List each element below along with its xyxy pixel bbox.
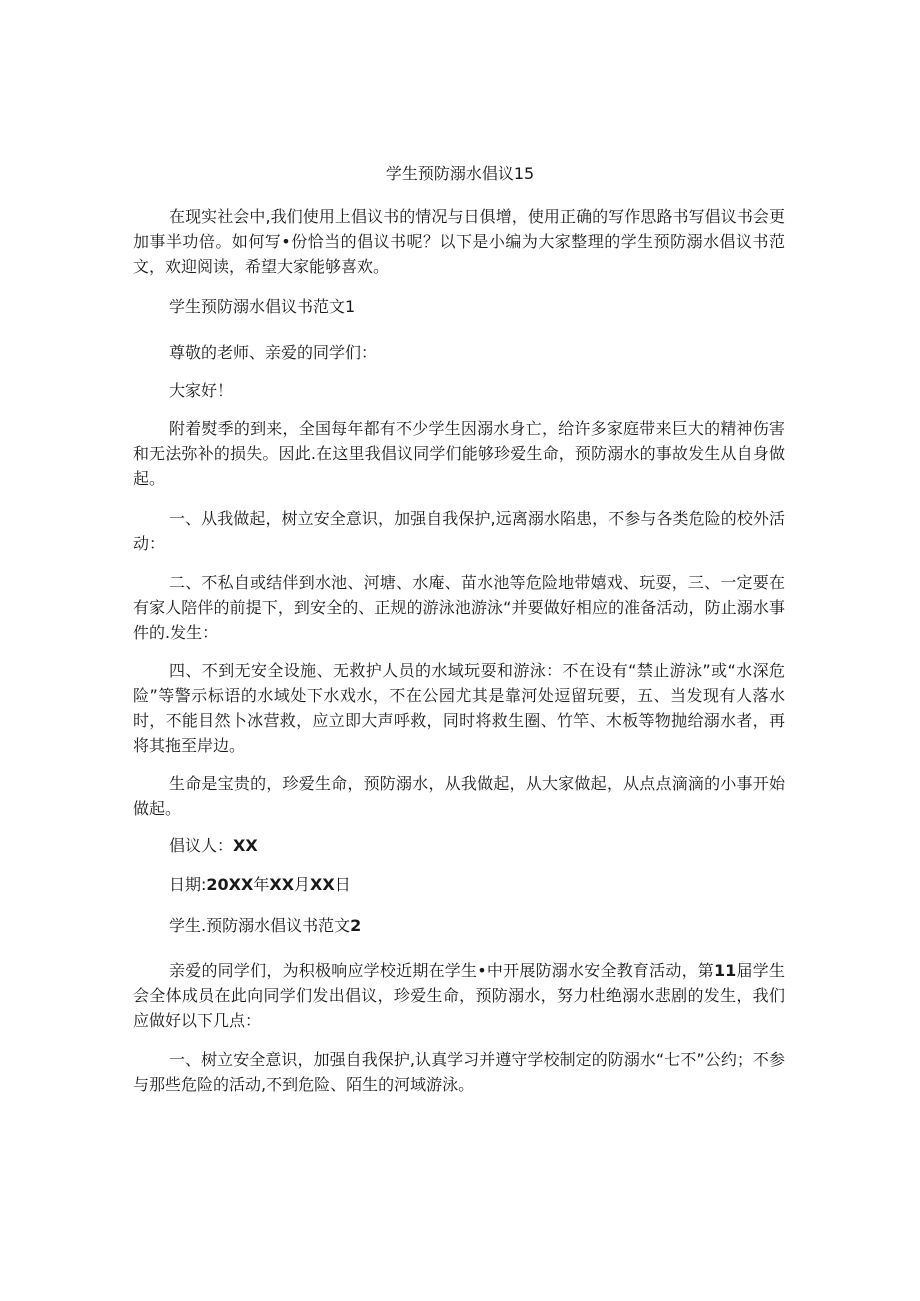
date-day-unit: 日 bbox=[334, 875, 351, 894]
date-line bbox=[133, 872, 785, 897]
sample2-paragraph-1-a: 亲爱的同学们，为积极响应学校近期在学生•中开展防溺水安全教育活动，第 bbox=[169, 961, 715, 980]
date-year-unit: 年 bbox=[253, 875, 270, 894]
document-title: 学生预防溺水倡议15 bbox=[385, 164, 535, 183]
sample2-heading-text: 学生.预防溺水倡议书范文 bbox=[169, 916, 351, 935]
proposer-label: 倡议人： bbox=[169, 836, 234, 855]
proposer-value: XX bbox=[233, 836, 258, 855]
sample1-heading: 学生预防溺水倡议书范文1 bbox=[169, 297, 356, 316]
sample1-paragraph-3: 二、不私自或结伴到水池、河塘、水庵、苗水池等危险地带嬉戏、玩耍，三、一定要在有家人陪伴的前提下，到安全的、正规的游泳池游泳“并要做好相应的准备活动，防止溺水事件的.发生： bbox=[133, 573, 785, 642]
date-year: 20XX bbox=[206, 875, 254, 894]
date-label: 日期: bbox=[169, 875, 207, 894]
sample2-paragraph-2: 一、树立安全意识，加强自我保护,认真学习并遵守学校制定的防溺水“七不”公约；不参与那些危险的活动,不到危险、陌生的河域游泳。 bbox=[133, 1050, 785, 1094]
sample1-paragraph-4: 四、不到无安全设施、无救护人员的水域玩耍和游泳：不在设有“禁止游泳”或“水深危险”等警示标语的水域处下水戏水，不在公园尤其是靠河处逗留玩要，五、当发现有人落水时，不能目然卜冰营救，应立即大声呼救，同时将救生圈、竹竿、木板等物抛给溺水者，再将其拖至岸边。 bbox=[133, 661, 785, 755]
sample2-paragraph-1-number: 11 bbox=[714, 961, 737, 980]
sample1-paragraph-2: 一、从我做起，树立安全意识，加强自我保护,远离溺水陷患，不参与各类危险的校外活动： bbox=[133, 509, 785, 553]
sample2-paragraph-1-b: 届学生会全体成员在此向同学们发出倡议，珍爱生命，预防溺水，努力杜绝溺水悲剧的发生，我们应做好以下几点： bbox=[133, 961, 785, 1030]
sample1-paragraph-1: 附着熨季的到来，全国每年都有不少学生因溺水身亡，给许多家庭带来巨大的精神伤害和无法弥补的损失。因此.在这里我倡议同学们能够珍爱生命，预防溺水的事故发生从自身做起。 bbox=[133, 419, 785, 488]
date-day: XX bbox=[310, 875, 335, 894]
sample2-heading-number: 2 bbox=[350, 916, 362, 935]
intro-paragraph: 在现实社会中,我们使用上倡议书的情况与日俱增，使用正确的写作思路书写倡议书会更加事半功倍。如何写•份恰当的倡议书呢？以下是小编为大家整理的学生预防溺水倡议书范文，欢迎阅读，希望大家能够喜欢。 bbox=[133, 207, 785, 276]
salutation: 尊敬的老师、亲爱的同学们： bbox=[169, 343, 378, 362]
sample2-paragraph-1 bbox=[133, 958, 785, 1033]
proposer-line bbox=[133, 833, 785, 858]
greeting: 大家好！ bbox=[169, 381, 234, 400]
date-month-unit: 月 bbox=[294, 875, 311, 894]
sample1-paragraph-5: 生命是宝贵的，珍爱生命，预防溺水，从我做起，从大家做起，从点点滴滴的小事开始做起。 bbox=[133, 774, 785, 818]
date-month: XX bbox=[269, 875, 295, 894]
sample2-heading bbox=[133, 913, 785, 938]
